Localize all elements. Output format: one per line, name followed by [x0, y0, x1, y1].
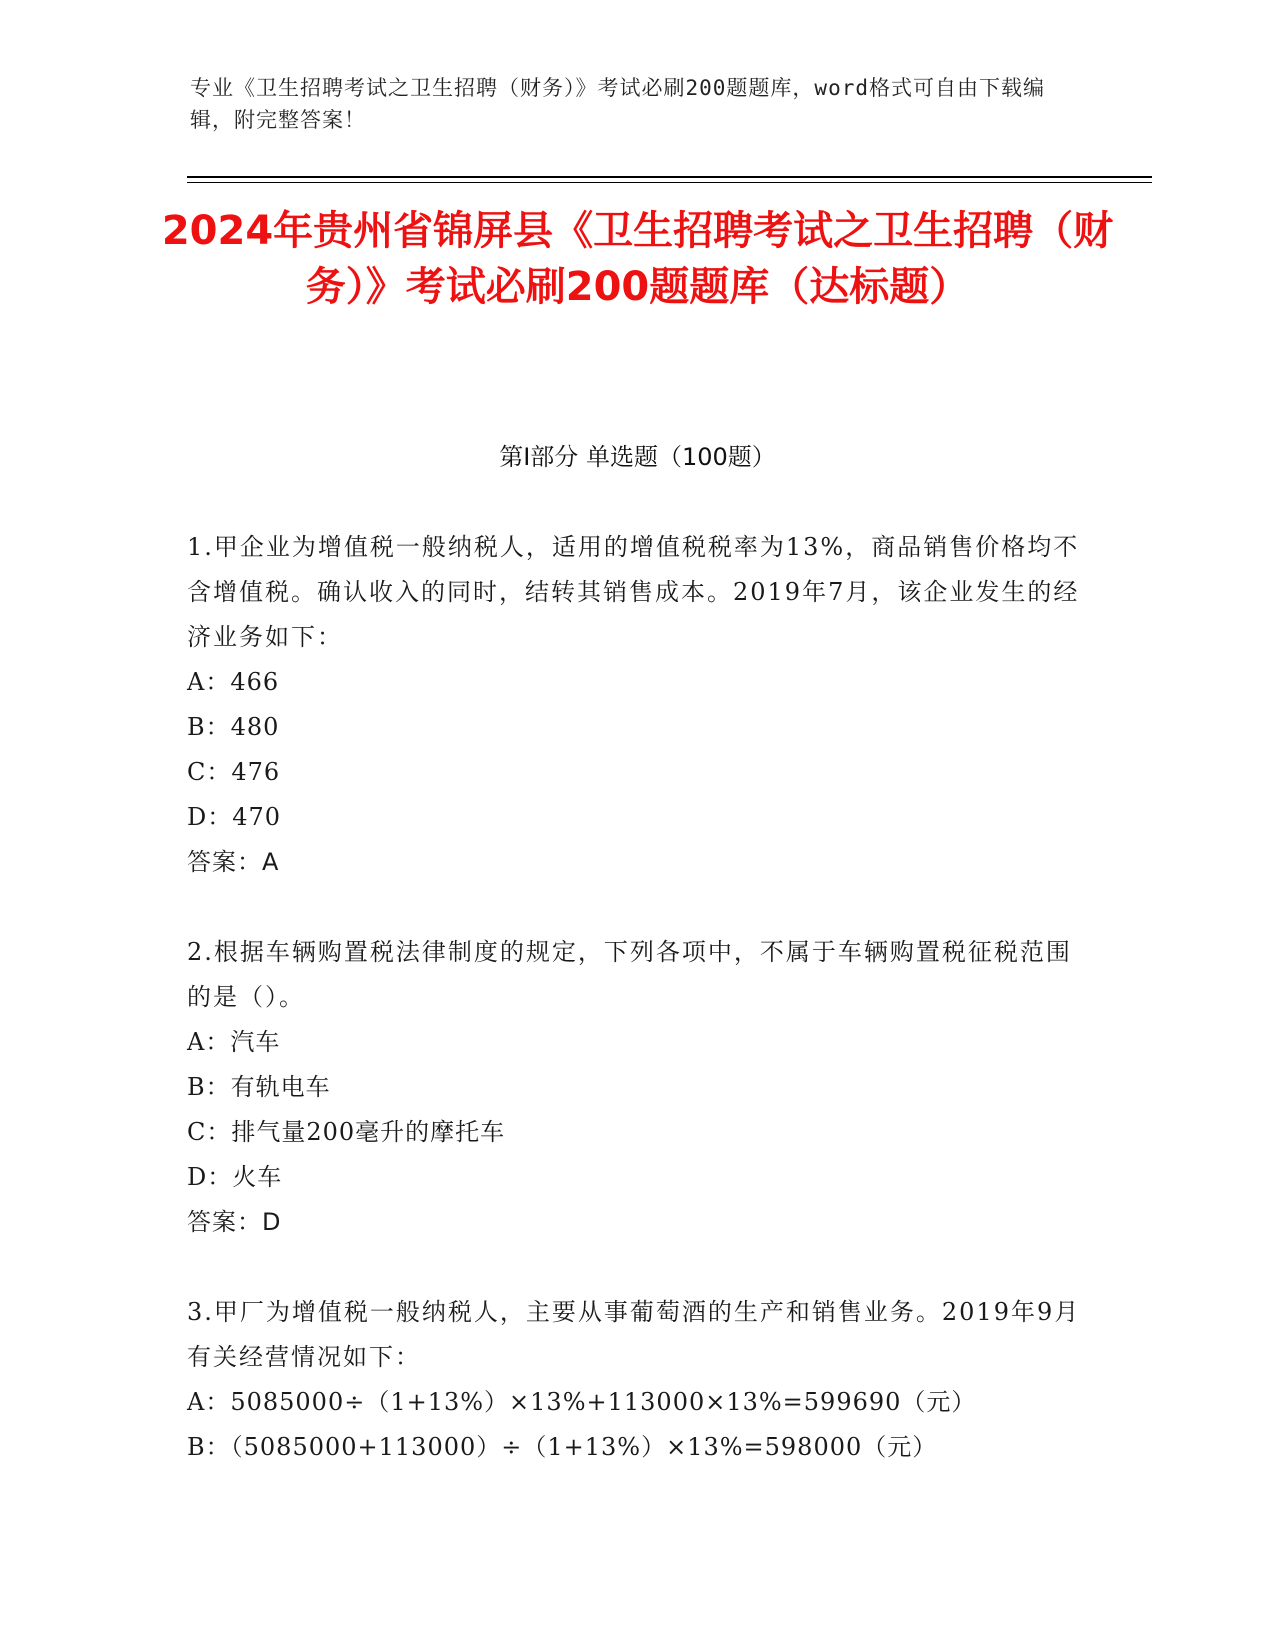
question-stem: 1.甲企业为增值税一般纳税人，适用的增值税税率为13%，商品销售价格均不含增值税。确认收入的同时，结转其销售成本。2019年7月，该企业发生的经济业务如下： — [187, 533, 1080, 651]
question-2 — [187, 930, 1087, 1245]
option-c: C：476 — [187, 758, 281, 786]
option-a: A：汽车 — [187, 1028, 281, 1056]
section-title: 第I部分 单选题（100题） — [499, 443, 776, 471]
question-list — [187, 525, 1087, 1515]
header-divider-thin — [187, 182, 1152, 183]
option-a: A：5085000÷（1+13%）×13%+113000×13%=599690（元） — [187, 1388, 977, 1416]
option-d: D：470 — [187, 803, 282, 831]
question-stem: 2.根据车辆购置税法律制度的规定，下列各项中，不属于车辆购置税征税范围的是（）。 — [187, 938, 1072, 1011]
question-1 — [187, 525, 1087, 885]
answer-line: 答案：A — [187, 848, 280, 876]
answer-line: 答案：D — [187, 1208, 282, 1236]
document-title: 2024年贵州省锦屏县《卫生招聘考试之卫生招聘（财务）》考试必刷200题题库（达标题） — [161, 208, 1114, 310]
header-note: 专业《卫生招聘考试之卫生招聘（财务）》考试必刷200题题库，word格式可自由下载编辑，附完整答案！ — [190, 76, 1045, 132]
option-b: B：480 — [187, 713, 280, 741]
header-divider-thick — [187, 176, 1152, 178]
option-b: B：有轨电车 — [187, 1073, 331, 1101]
option-d: D：火车 — [187, 1163, 283, 1191]
option-a: A：466 — [187, 668, 280, 696]
question-stem: 3.甲厂为增值税一般纳税人，主要从事葡萄酒的生产和销售业务。2019年9月有关经营情况如下： — [187, 1298, 1081, 1371]
option-c: C：排气量200毫升的摩托车 — [187, 1118, 506, 1146]
option-b: B：（5085000+113000）÷（1+13%）×13%=598000（元） — [187, 1433, 938, 1461]
question-3 — [187, 1290, 1087, 1470]
